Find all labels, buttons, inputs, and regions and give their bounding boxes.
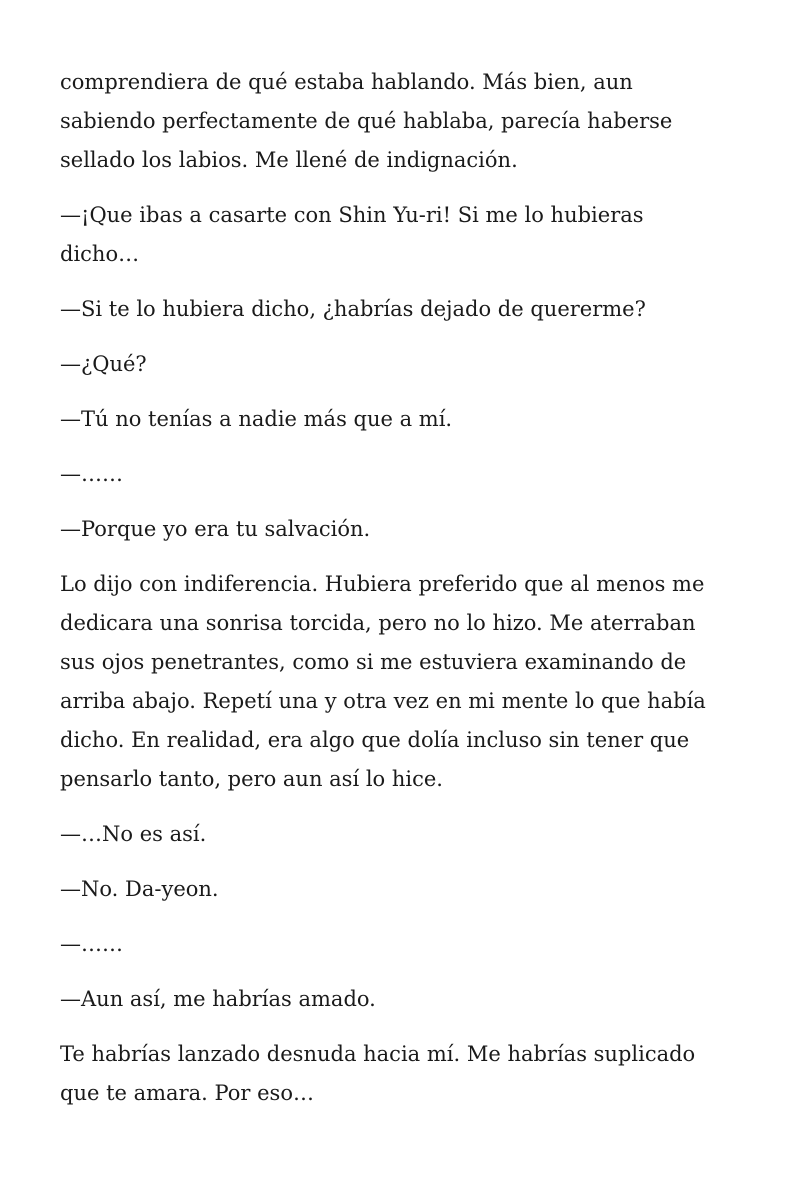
text-line: —…… <box>60 932 123 956</box>
text-line: dedicara una sonrisa torcida, pero no lo hizo. Me aterraban <box>60 611 696 635</box>
text-line: que te amara. Por eso… <box>60 1081 314 1105</box>
text-line: pensarlo tanto, pero aun así lo hice. <box>60 767 443 791</box>
dialogue-paragraph <box>60 455 740 494</box>
dialogue-paragraph <box>60 980 740 1019</box>
text-line: —Si te lo hubiera dicho, ¿habrías dejado de quererme? <box>60 297 646 321</box>
dialogue-paragraph <box>60 870 740 909</box>
text-line: sellado los labios. Me llené de indignación. <box>60 148 518 172</box>
text-line: —¿Qué? <box>60 352 147 376</box>
dialogue-paragraph <box>60 925 740 964</box>
dialogue-paragraph <box>60 345 740 384</box>
dialogue-paragraph <box>60 196 740 274</box>
text-line: —No. Da-yeon. <box>60 877 219 901</box>
text-line: comprendiera de qué estaba hablando. Más bien, aun <box>60 70 633 94</box>
text-line: Lo dijo con indiferencia. Hubiera preferido que al menos me <box>60 572 705 596</box>
dialogue-paragraph <box>60 815 740 854</box>
text-line: —¡Que ibas a casarte con Shin Yu-ri! Si me lo hubieras <box>60 203 644 227</box>
text-line: Te habrías lanzado desnuda hacia mí. Me habrías suplicado <box>60 1042 696 1066</box>
dialogue-paragraph <box>60 510 740 549</box>
text-line: dicho. En realidad, era algo que dolía incluso sin tener que <box>60 728 690 752</box>
text-line: dicho… <box>60 242 140 266</box>
paragraph <box>60 1035 740 1113</box>
text-line: —…No es así. <box>60 822 207 846</box>
text-line: sus ojos penetrantes, como si me estuviera examinando de <box>60 650 687 674</box>
paragraph <box>60 565 740 799</box>
text-line: arriba abajo. Repetí una y otra vez en mi mente lo que había <box>60 689 706 713</box>
paragraph <box>60 63 740 180</box>
dialogue-paragraph <box>60 400 740 439</box>
text-line: sabiendo perfectamente de qué hablaba, parecía haberse <box>60 109 673 133</box>
dialogue-paragraph <box>60 290 740 329</box>
text-line: —…… <box>60 462 123 486</box>
text-line: —Aun así, me habrías amado. <box>60 987 376 1011</box>
text-line: —Porque yo era tu salvación. <box>60 517 371 541</box>
text-line: —Tú no tenías a nadie más que a mí. <box>60 407 453 431</box>
